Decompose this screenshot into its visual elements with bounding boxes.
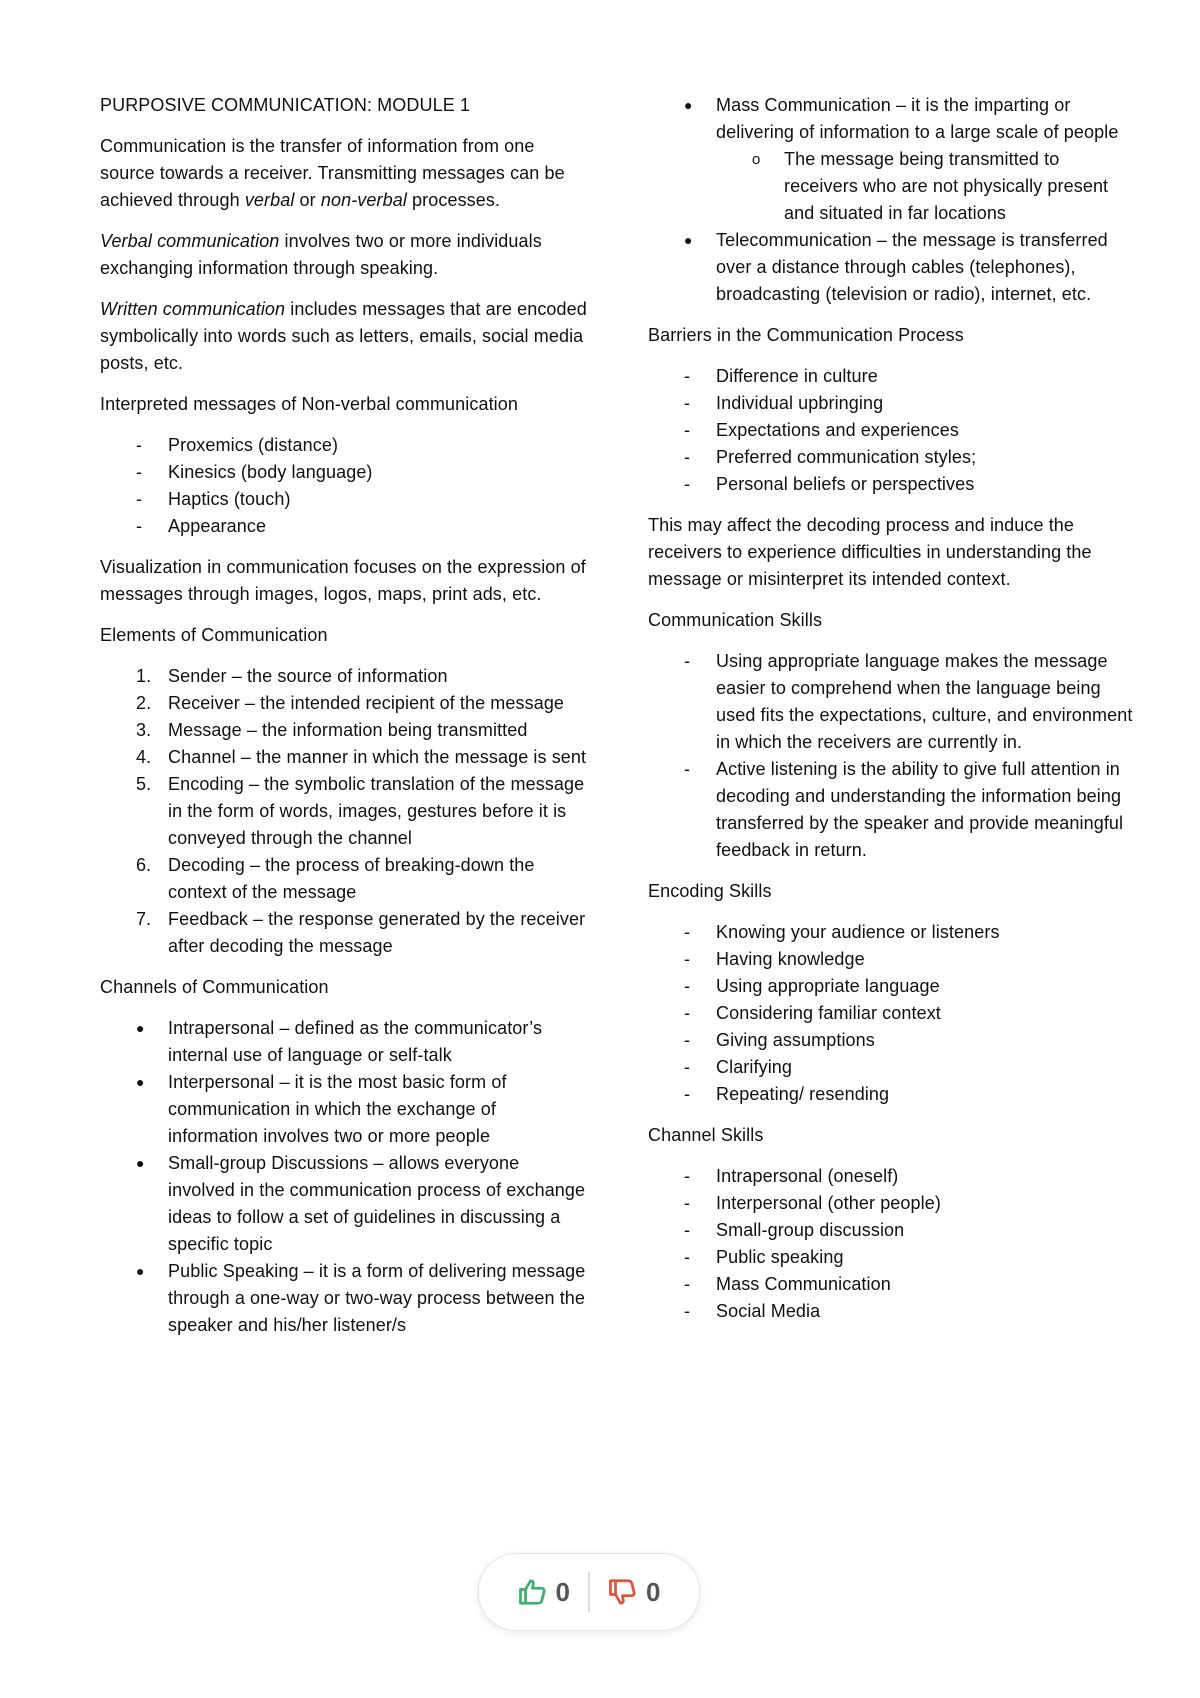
list-item: - Mass Communication bbox=[684, 1274, 891, 1294]
sub-list-item: o The message being transmitted to receivers who are not physically present and situated in far locations bbox=[752, 149, 1109, 223]
list-item: - Proxemics (distance) bbox=[136, 435, 339, 455]
list-item: - Expectations and experiences bbox=[684, 420, 959, 440]
intro-nonverbal: non-verbal bbox=[320, 190, 407, 210]
list-item: - Knowing your audience or listeners bbox=[684, 922, 1000, 942]
list-item: - Small-group discussion bbox=[684, 1220, 905, 1240]
list-item: - Difference in culture bbox=[684, 366, 878, 386]
list-item: 3. Message – the information being transmitted bbox=[136, 720, 528, 740]
channels-list-continued bbox=[648, 92, 1138, 308]
list-item: - Giving assumptions bbox=[684, 1030, 875, 1050]
list-item: - Using appropriate language bbox=[684, 976, 940, 996]
list-item: 2. Receiver – the intended recipient of the message bbox=[136, 693, 565, 713]
list-item: ● Intrapersonal – defined as the communicator’s internal use of language or self-talk bbox=[136, 1018, 543, 1065]
intro-end: processes. bbox=[406, 190, 501, 210]
list-item: - Intrapersonal (oneself) bbox=[684, 1166, 899, 1186]
list-item: 5. Encoding – the symbolic translation of the message in the form of words, images, gestures before it is conveyed through the channel bbox=[136, 774, 585, 848]
visualization-paragraph: Visualization in communication focuses on the expression of messages through images, logos, maps, print ads, etc. bbox=[100, 557, 586, 604]
list-item: - Having knowledge bbox=[684, 949, 865, 969]
list-item: - Using appropriate language makes the message easier to comprehend when the language being used fits the expectations, culture, and environment in which the receivers are currently in. bbox=[684, 651, 1133, 752]
list-item: ● Telecommunication – the message is transferred over a distance through cables (telephones), broadcasting (television or radio), internet, etc. bbox=[684, 230, 1108, 304]
list-item: ● Mass Communication – it is the imparting or delivering of information to a large scale of people o The message being transmitted to receivers who are not physically present and situated in far locations bbox=[648, 92, 1138, 227]
list-item: - Interpersonal (other people) bbox=[684, 1193, 941, 1213]
list-item: ● Small-group Discussions – allows everyone involved in the communication process of exchange ideas to follow a set of guidelines in discussing a specific topic bbox=[136, 1153, 586, 1254]
downvote-count: 0 bbox=[646, 1576, 661, 1607]
nonverbal-list bbox=[100, 432, 590, 540]
document-title: PURPOSIVE COMMUNICATION: MODULE 1 bbox=[100, 95, 471, 115]
list-item: - Public speaking bbox=[684, 1247, 844, 1267]
list-item: - Haptics (touch) bbox=[136, 489, 291, 509]
verbal-term: Verbal communication bbox=[100, 231, 280, 251]
written-term: Written communication bbox=[100, 299, 286, 319]
list-item: - Kinesics (body language) bbox=[136, 462, 373, 482]
list-item: 4. Channel – the manner in which the message is sent bbox=[136, 747, 587, 767]
intro-or: or bbox=[294, 190, 321, 210]
channel-skills-list bbox=[648, 1163, 1138, 1325]
list-item: 7. Feedback – the response generated by the receiver after decoding the message bbox=[136, 909, 586, 956]
skills-heading: Communication Skills bbox=[648, 610, 823, 630]
elements-heading: Elements of Communication bbox=[100, 625, 328, 645]
list-item: - Considering familiar context bbox=[684, 1003, 941, 1023]
list-item: 1. Sender – the source of information bbox=[136, 666, 448, 686]
verbal-text: involves two or more individuals exchanging information through speaking. bbox=[100, 231, 542, 278]
list-item: - Individual upbringing bbox=[684, 393, 884, 413]
channel-skills-heading: Channel Skills bbox=[648, 1125, 764, 1145]
list-item: - Appearance bbox=[136, 516, 267, 536]
barriers-heading: Barriers in the Communication Process bbox=[648, 325, 964, 345]
right-column bbox=[648, 92, 1138, 1339]
intro-verbal: verbal bbox=[244, 190, 295, 210]
list-item: - Clarifying bbox=[684, 1057, 793, 1077]
vote-widget bbox=[478, 1553, 700, 1631]
elements-list bbox=[100, 663, 590, 960]
written-text: includes messages that are encoded symbolically into words such as letters, emails, social media posts, etc. bbox=[100, 299, 587, 373]
left-column bbox=[100, 92, 590, 1353]
list-item: - Personal beliefs or perspectives bbox=[684, 474, 975, 494]
thumbs-down-icon bbox=[608, 1577, 638, 1607]
skills-list bbox=[648, 648, 1138, 864]
encoding-list bbox=[648, 919, 1138, 1108]
barriers-list bbox=[648, 363, 1138, 498]
upvote-count: 0 bbox=[555, 1576, 570, 1607]
sub-list bbox=[716, 146, 1138, 227]
channels-heading: Channels of Communication bbox=[100, 977, 329, 997]
barriers-note: This may affect the decoding process and induce the receivers to experience difficulties in understanding the message or misinterpret its intended context. bbox=[648, 515, 1092, 589]
list-item: - Social Media bbox=[684, 1301, 821, 1321]
intro-text: Communication is the transfer of information from one source towards a receiver. Transmitting messages can be achieved through bbox=[100, 136, 565, 210]
downvote-button[interactable] bbox=[590, 1577, 678, 1608]
written-paragraph bbox=[100, 296, 590, 377]
thumbs-up-icon bbox=[518, 1577, 548, 1607]
list-item: - Active listening is the ability to give full attention in decoding and understanding the information being transferred by the speaker and provide meaningful feedback in return. bbox=[684, 759, 1124, 860]
list-item: - Repeating/ resending bbox=[684, 1084, 890, 1104]
intro-paragraph bbox=[100, 133, 590, 214]
list-item: 6. Decoding – the process of breaking-down the context of the message bbox=[136, 855, 535, 902]
list-item: ● Interpersonal – it is the most basic form of communication in which the exchange of information involves two or more people bbox=[136, 1072, 507, 1146]
verbal-paragraph bbox=[100, 228, 590, 282]
list-item: ● Public Speaking – it is a form of delivering message through a one-way or two-way process between the speaker and his/her listener/s bbox=[136, 1261, 586, 1335]
encoding-heading: Encoding Skills bbox=[648, 881, 772, 901]
nonverbal-heading: Interpreted messages of Non-verbal communication bbox=[100, 394, 518, 414]
upvote-button[interactable] bbox=[500, 1577, 588, 1608]
channels-list bbox=[100, 1015, 590, 1339]
list-item: - Preferred communication styles; bbox=[684, 447, 977, 467]
